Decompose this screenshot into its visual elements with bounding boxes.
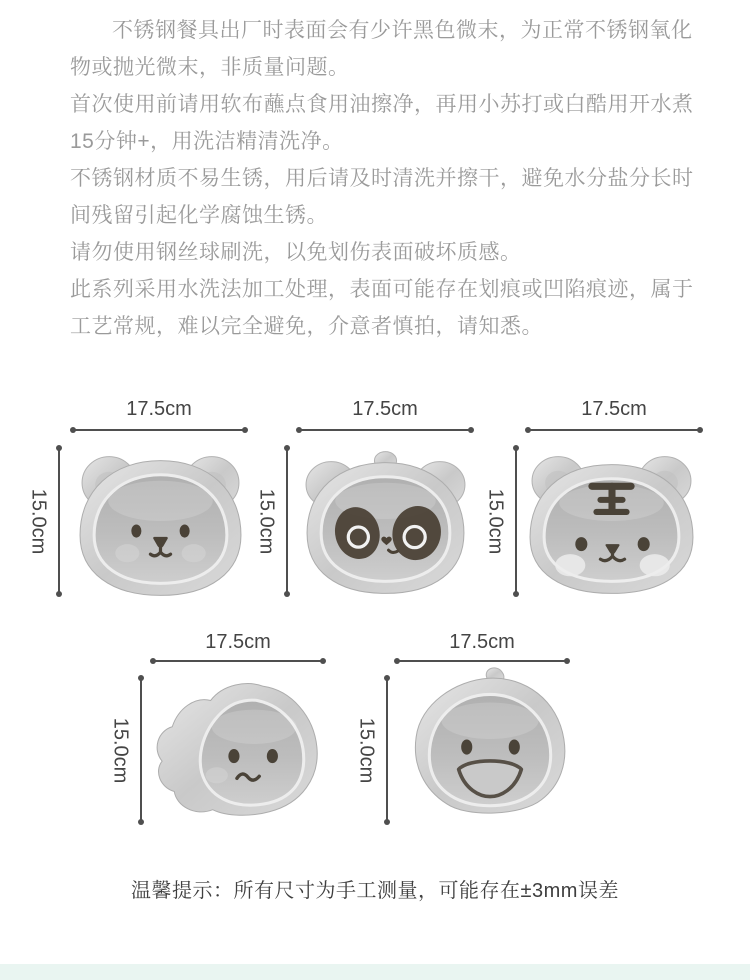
- bear-width-label: 17.5cm: [126, 398, 192, 420]
- bear-plate-image: [73, 444, 248, 600]
- care-paragraph: 首次使用前请用软布蘸点食用油擦净，再用小苏打或白酷用开水煮15分钟+，用洗洁精清洗净。: [70, 93, 694, 153]
- tiger-width-label: 17.5cm: [581, 398, 647, 420]
- duck-height-label: 15.0cm: [355, 717, 378, 784]
- dinosaur-height-line: [140, 677, 142, 823]
- panda-width-label: 17.5cm: [352, 398, 418, 420]
- care-paragraph: 不锈钢材质不易生锈，用后请及时清洗并擦干，避免水分盐分长时间残留引起化学腐蚀生锈。: [70, 167, 694, 227]
- care-paragraph: 不锈钢餐具出厂时表面会有少许黑色微末，为正常不锈钢氧化物或抛光微末，非质量问题。: [70, 19, 693, 79]
- bear-height-line: [58, 447, 60, 595]
- tiger-width-line: [527, 429, 701, 431]
- tiger-height-line: [515, 447, 517, 595]
- bottom-accent-bar: [0, 964, 750, 980]
- panda-width-line: [298, 429, 472, 431]
- dinosaur-height-label: 15.0cm: [109, 717, 132, 784]
- dinosaur-width-line: [152, 660, 324, 662]
- care-paragraph: 此系列采用水洗法加工处理，表面可能存在划痕或凹陷痕迹，属于工艺常规，难以完全避免，介意者慎拍，请知悉。: [70, 278, 694, 338]
- bear-height-label: 15.0cm: [27, 488, 50, 555]
- duck-width-label: 17.5cm: [449, 631, 515, 653]
- measurement-tip: 温馨提示：所有尺寸为手工测量，可能存在±3mm误差: [131, 880, 619, 902]
- tiger-height-label: 15.0cm: [484, 488, 507, 555]
- bear-width-line: [72, 429, 246, 431]
- panda-plate-image: [298, 444, 473, 600]
- tiger-plate-image: [524, 444, 699, 600]
- care-instructions: [70, 12, 694, 345]
- duck-height-line: [386, 677, 388, 823]
- dinosaur-width-label: 17.5cm: [205, 631, 271, 653]
- duck-plate-image: [402, 662, 578, 824]
- panda-height-line: [286, 447, 288, 595]
- care-paragraph: 请勿使用钢丝球刷洗，以免划伤表面破坏质感。: [70, 241, 522, 264]
- panda-height-label: 15.0cm: [255, 488, 278, 555]
- dinosaur-plate-image: [150, 674, 328, 822]
